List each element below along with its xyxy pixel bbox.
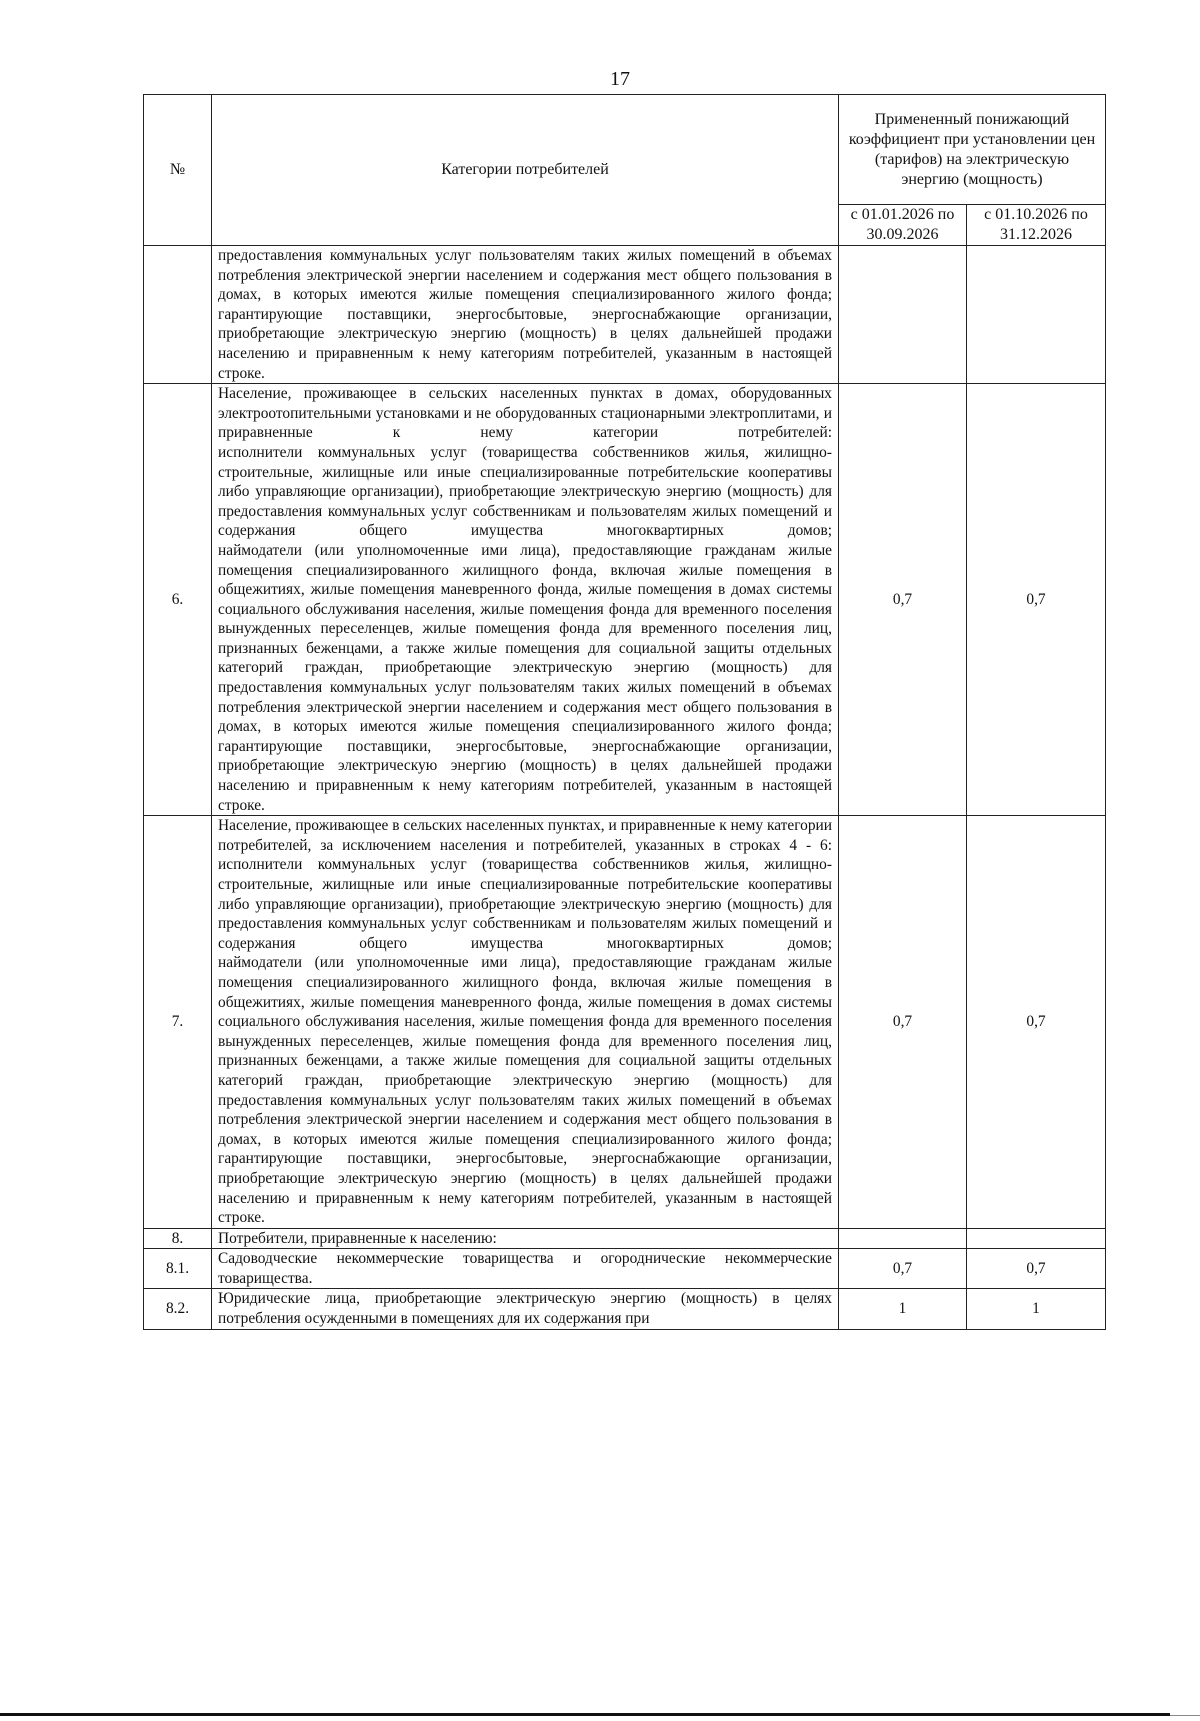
- table-row: [144, 1289, 1106, 1329]
- table-row: [144, 384, 1106, 816]
- row-category: [212, 246, 839, 384]
- category-paragraph: Население, проживающее в сельских населенных пунктах в домах, оборудованных электроотопительными установками и не оборудованных стационарными электроплитами, и приравненные к нему категории потребителей:: [218, 385, 832, 442]
- table-row: [144, 1228, 1106, 1249]
- coefficient-period-1: 0,7: [839, 1249, 967, 1289]
- row-category: [212, 1249, 839, 1289]
- header-period-1: с 01.01.2026 по 30.09.2026: [839, 205, 967, 246]
- category-paragraph: гарантирующие поставщики, энергосбытовые, энергоснабжающие организации, приобретающие электрическую энергию (мощность) в целях дальнейшей продажи населению и приравненным к нему категориям потребителей, указанным в настоящей строке.: [218, 737, 832, 814]
- page-bottom-rule-tail: [1170, 1715, 1200, 1716]
- category-paragraph: Юридические лица, приобретающие электрическую энергию (мощность) в целях потребления осужденными в помещениях для их содержания при: [218, 1290, 832, 1328]
- category-paragraph: гарантирующие поставщики, энергосбытовые, энергоснабжающие организации, приобретающие электрическую энергию (мощность) в целях дальнейшей продажи населению и приравненным к нему категориям потребителей, указанным в настоящей строке.: [218, 1150, 832, 1227]
- coefficient-period-2: 0,7: [967, 1249, 1106, 1289]
- row-number: 8.1.: [144, 1249, 212, 1289]
- category-paragraph: наймодатели (или уполномоченные ими лица), предоставляющие гражданам жилые помещения специализированного жилищного фонда, включая жилые помещения в общежитиях, жилые помещения маневренного фонда, жилые помещения в домах системы социального обслуживания населения, жилые помещения фонда для временного поселения вынужденных переселенцев, жилые помещения фонда для временного поселения лиц, признанных беженцами, а также жилые помещения для социальной защиты отдельных категорий граждан, приобретающие электрическую энергию (мощность) для предоставления коммунальных услуг пользователям таких жилых помещений в объемах потребления электрической энергии населением и содержания мест общего пользования в домах, в которых имеются жилые помещения специализированного жилого фонда;: [218, 541, 832, 736]
- row-number: 8.2.: [144, 1289, 212, 1329]
- header-category: Категории потребителей: [212, 95, 839, 246]
- coefficient-period-2: 0,7: [967, 816, 1106, 1228]
- header-period-2: с 01.10.2026 по 31.12.2026: [967, 205, 1106, 246]
- row-number: 7.: [144, 816, 212, 1228]
- coefficient-period-2: 1: [967, 1289, 1106, 1329]
- coefficient-period-1: 1: [839, 1289, 967, 1329]
- table-row: [144, 1249, 1106, 1289]
- row-category: [212, 816, 839, 1228]
- header-number: №: [144, 95, 212, 246]
- row-number: 8.: [144, 1228, 212, 1249]
- row-category: [212, 1228, 839, 1249]
- category-paragraph: наймодатели (или уполномоченные ими лица), предоставляющие гражданам жилые помещения специализированного жилищного фонда, включая жилые помещения в общежитиях, жилые помещения маневренного фонда, жилые помещения в домах системы социального обслуживания населения, жилые помещения фонда для временного поселения вынужденных переселенцев, жилые помещения фонда для временного поселения лиц, признанных беженцами, а также жилые помещения для социальной защиты отдельных категорий граждан, приобретающие электрическую энергию (мощность) для предоставления коммунальных услуг пользователям таких жилых помещений в объемах потребления электрической энергии населением и содержания мест общего пользования в домах, в которых имеются жилые помещения специализированного жилого фонда;: [218, 954, 832, 1148]
- coefficient-period-1: [839, 1228, 967, 1249]
- category-paragraph: гарантирующие поставщики, энергосбытовые, энергоснабжающие организации, приобретающие электрическую энергию (мощность) в целях дальнейшей продажи населению и приравненным к нему категориям потребителей, указанным в настоящей строке.: [218, 305, 832, 382]
- header-coefficient: Примененный понижающий коэффициент при установлении цен (тарифов) на электрическую энергию (мощность): [839, 95, 1106, 205]
- row-number: 6.: [144, 384, 212, 816]
- coefficient-period-2: [967, 246, 1106, 384]
- page-bottom-rule: [0, 1713, 1170, 1716]
- coefficient-period-2: 0,7: [967, 384, 1106, 816]
- table-row: [144, 246, 1106, 384]
- coefficients-table: [143, 94, 1106, 1330]
- table-row: [144, 816, 1106, 1228]
- row-number: [144, 246, 212, 384]
- category-paragraph: Население, проживающее в сельских населенных пунктах, и приравненные к нему категории потребителей, за исключением населения и потребителей, указанных в строках 4 - 6:: [218, 817, 832, 854]
- coefficient-period-1: [839, 246, 967, 384]
- coefficient-period-1: 0,7: [839, 384, 967, 816]
- category-paragraph: исполнители коммунальных услуг (товарищества собственников жилья, жилищно-строительные, жилищные или иные специализированные потребительские кооперативы либо управляющие организации), приобретающие электрическую энергию (мощность) для предоставления коммунальных услуг собственникам и пользователям жилых помещений и содержания общего имущества многоквартирных домов;: [218, 856, 832, 952]
- coefficient-period-2: [967, 1228, 1106, 1249]
- page-number: 17: [610, 68, 630, 90]
- category-paragraph: исполнители коммунальных услуг (товарищества собственников жилья, жилищно-строительные, жилищные или иные специализированные потребительские кооперативы либо управляющие организации), приобретающие электрическую энергию (мощность) для предоставления коммунальных услуг собственникам и пользователям жилых помещений и содержания общего имущества многоквартирных домов;: [218, 443, 832, 540]
- category-paragraph: предоставления коммунальных услуг пользователям таких жилых помещений в объемах потребления электрической энергии населением и содержания мест общего пользования в домах, в которых имеются жилые помещения специализированного жилого фонда;: [218, 247, 832, 304]
- row-category: [212, 1289, 839, 1329]
- row-category: [212, 384, 839, 816]
- category-paragraph: Садоводческие некоммерческие товарищества и огороднические некоммерческие товарищества.: [218, 1250, 832, 1287]
- table-header: [144, 95, 1106, 246]
- coefficient-period-1: 0,7: [839, 816, 967, 1228]
- table-body: [144, 246, 1106, 1330]
- category-paragraph: Потребители, приравненные к населению:: [218, 1229, 497, 1247]
